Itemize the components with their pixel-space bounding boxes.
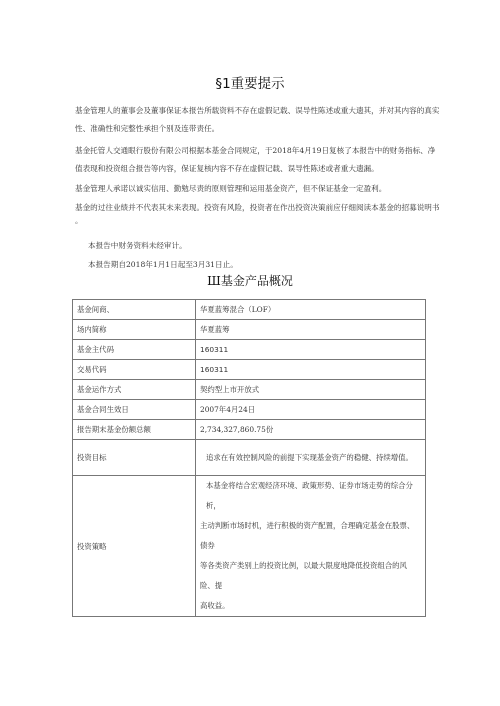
row-value: 追求在有效控制风险的前提下实现基金资产的稳健、持续增值。 — [196, 440, 426, 476]
row-key: 基金运作方式 — [73, 380, 196, 400]
row-value: 华夏蓝筹混合（LOF） — [196, 300, 426, 320]
row-key: 交易代码 — [73, 360, 196, 380]
paragraph-manager-guarantee — [75, 102, 445, 138]
table-row — [73, 360, 426, 380]
table-row — [73, 380, 426, 400]
fund-overview-table — [72, 299, 426, 617]
row-key: 基金主代码 — [73, 340, 196, 360]
row-value: 华夏蓝筹 — [196, 320, 426, 340]
paragraph-risk-warning — [75, 199, 445, 225]
row-key: 基金间商、 — [73, 300, 196, 320]
table-row — [73, 400, 426, 420]
strategy-line: 主动判断市场时机，进行积极的资产配置，合理确定基金在股票、债券 — [200, 521, 415, 550]
paragraph-line: 性、准确性和完整性承担个别及连带责任。 — [75, 124, 220, 133]
row-value: 契约型上市开放式 — [196, 380, 426, 400]
paragraph-line: 值表现和投资组合报告等内容，保证复核内容不存在虚假记载、误导性陈述或者重大遗漏。 — [75, 164, 379, 173]
row-key: 投资策略 — [73, 476, 196, 617]
section-1-title: §1重要提示 — [215, 76, 285, 92]
table-row — [73, 340, 426, 360]
table-row — [73, 440, 426, 476]
paragraph-report-period: 本报告期自2018年1月1日起至3月31日止。 — [88, 260, 238, 269]
row-value: 160311 — [196, 360, 426, 380]
row-key: 基金合同生效日 — [73, 400, 196, 420]
strategy-line: 本基金将结合宏观经济环境、政策形势、证券市场走势的综合分析， — [206, 481, 413, 510]
row-key: 投资目标 — [73, 440, 196, 476]
row-value: 2007年4月24日 — [196, 400, 426, 420]
row-value — [196, 476, 426, 617]
row-key: 报告期末基金份额总额 — [73, 420, 196, 440]
strategy-line: 高收益。 — [200, 601, 230, 610]
section-2-title: Ш基金产品概况 — [207, 274, 293, 288]
row-key: 场内简称 — [73, 320, 196, 340]
strategy-line: 等各类资产类别上的投资比例，以最大限度地降低投资组合的风险、提 — [200, 561, 407, 590]
paragraph-line: 基金的过往业绩并不代表其未来表现。投资有风险，投资者在作出投资决策前应仔细阅读本基金的招募说明书 — [75, 203, 440, 212]
paragraph-line: 基金托管人交通眼行股份有限公司根据本基金合同规定，于2018年4月19日复核了本报告中的财务指标、净 — [75, 146, 436, 155]
paragraph-manager-commitment: 基金管理人承诺以诚实信用、勤勉尽责的原则管理和运用基金资产，但不保证基金一定盈利。 — [75, 184, 387, 193]
table-row — [73, 320, 426, 340]
row-value: 2,734,327,860.75份 — [196, 420, 426, 440]
row-value: 160311 — [196, 340, 426, 360]
table-row — [73, 476, 426, 617]
paragraph-unaudited: 本报告中财务资料未经审计。 — [88, 241, 187, 250]
table-row — [73, 300, 426, 320]
paragraph-line: 。 — [75, 216, 83, 225]
table-row — [73, 420, 426, 440]
paragraph-custodian-review — [75, 142, 445, 178]
paragraph-line: 基金管理人的董事会及董事保证本报告所载资料不存在虚假记载、误导性陈述或重大遗其，并对其内容的真实 — [75, 106, 440, 115]
